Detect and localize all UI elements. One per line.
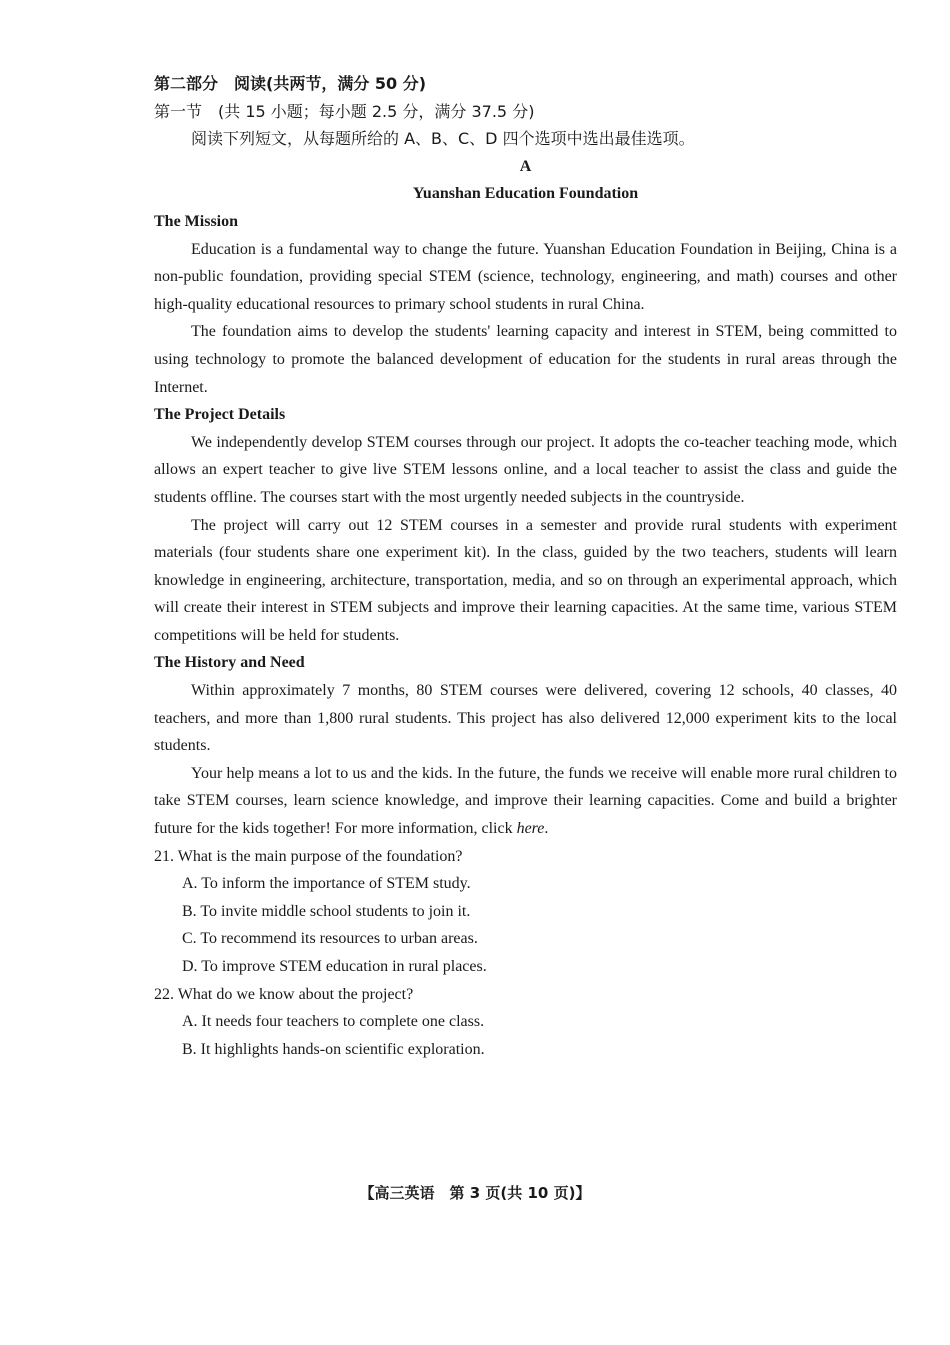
passage-letter: A: [519, 157, 532, 175]
section-heading-history-need: The History and Need: [154, 654, 305, 672]
question-option: D. To improve STEM education in rural places.: [182, 958, 487, 975]
paragraph-text: Your help means a lot to us and the kids. In the future, the funds we receive will enable more rural children to take STEM courses, learn science knowledge, and improve their learning capacities. Come and build a brighter future for the kids together! For more information, click: [154, 764, 897, 838]
paragraph: We independently develop STEM courses through our project. It adopts the co-teacher teaching mode, which allows an expert teacher to give live STEM lessons online, and a local teacher to assist the class and guide the students offline. The courses start with the most urgently needed subjects in the countryside.: [154, 433, 897, 506]
paragraph: Within approximately 7 months, 80 STEM courses were delivered, covering 12 schools, 40 classes, 40 teachers, and more than 1,800 rural students. This project has also delivered 12,000 experiment kits to the local students.: [154, 682, 897, 755]
question-option: A. It needs four teachers to complete one class.: [182, 1013, 485, 1031]
section-title: 第一节 (共 15 小题；每小题 2.5 分，满分 37.5 分): [154, 101, 535, 121]
section-heading-project-details: The Project Details: [154, 406, 286, 424]
question-stem: 21. What is the main purpose of the foundation?: [154, 847, 463, 865]
question-22: [154, 981, 897, 1064]
paragraph: Education is a fundamental way to change the future. Yuanshan Education Foundation in Beijing, China is a non-public foundation, providing special STEM (science, technology, engineering, and math) courses and other high-quality educational resources to primary school students in rural China.: [154, 240, 897, 313]
more-info-link[interactable]: here: [516, 820, 545, 838]
question-option: B. It highlights hands-on scientific exploration.: [182, 1040, 485, 1058]
passage-title: Yuanshan Education Foundation: [412, 185, 639, 203]
paragraph: The project will carry out 12 STEM courses in a semester and provide rural students with experiment materials (four students share one experiment kit). In the class, guided by the two teachers, students will learn knowledge in engineering, architecture, transportation, media, and so on through an experimental approach, which will create their interest in STEM subjects and improve their learning capacities. At the same time, various STEM competitions will be held for students.: [154, 516, 897, 644]
question-21: [154, 843, 897, 981]
section-heading-mission: The Mission: [154, 212, 239, 230]
question-option: B. To invite middle school students to join it.: [182, 902, 471, 920]
question-option: A. To inform the importance of STEM study.: [182, 875, 471, 893]
part-title: 第二部分 阅读(共两节，满分 50 分): [154, 74, 427, 93]
paragraph-with-link: [154, 760, 897, 843]
exam-page: [154, 70, 897, 1063]
instruction: 阅读下列短文，从每题所给的 A、B、C、D 四个选项中选出最佳选项。: [191, 129, 695, 149]
question-stem: 22. What do we know about the project?: [154, 985, 414, 1003]
page-footer: 【高三英语 第 3 页(共 10 页)】: [359, 1184, 591, 1202]
paragraph-tail: .: [544, 820, 549, 838]
question-option: C. To recommend its resources to urban areas.: [182, 930, 478, 948]
paragraph: The foundation aims to develop the students' learning capacity and interest in STEM, being committed to using technology to promote the balanced development of education for the students in rural areas through the Internet.: [154, 323, 897, 396]
